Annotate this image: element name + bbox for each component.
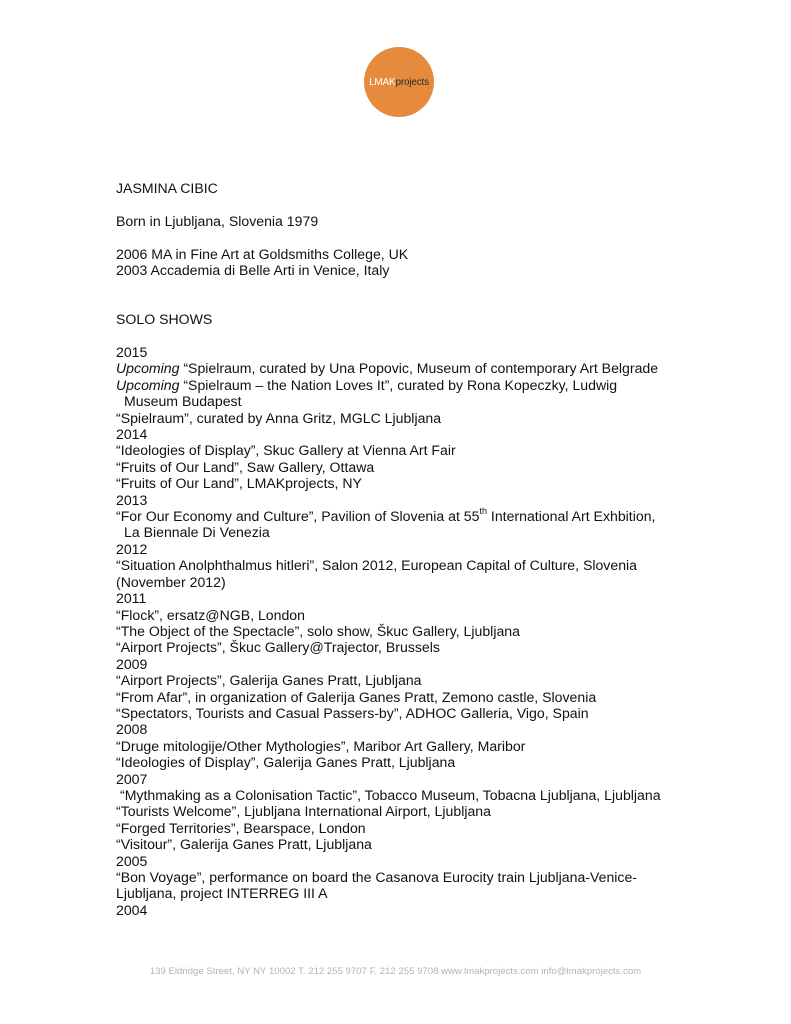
- exhibition-entry: “For Our Economy and Culture”, Pavilion of Slovenia at 55th International Art Exhbition,: [116, 506, 656, 525]
- exhibition-entry: Upcoming “Spielraum, curated by Una Popovic, Museum of contemporary Art Belgrade: [116, 360, 659, 377]
- exhibition-entry: Upcoming “Spielraum – the Nation Loves It”, curated by Rona Kopeczky, Ludwig: [116, 376, 618, 393]
- upcoming-tag: Upcoming: [116, 376, 180, 393]
- exhibition-entry: “Ideologies of Display”, Galerija Ganes Pratt, Ljubljana: [116, 754, 456, 771]
- artist-name: JASMINA CIBIC: [116, 180, 218, 196]
- exhibition-entry: “Spielraum”, curated by Anna Gritz, MGLC Ljubljana: [116, 409, 442, 426]
- exhibition-entry: “Situation Anolphthalmus hitleri”, Salon 2012, European Capital of Culture, Slovenia: [116, 557, 638, 574]
- exhibition-entry: “The Object of the Spectacle”, solo show, Škuc Gallery, Ljubljana: [116, 622, 520, 639]
- exhibition-entry: “Forged Territories”, Bearspace, London: [116, 819, 366, 836]
- education-item: 2006 MA in Fine Art at Goldsmiths College, UK: [116, 245, 409, 262]
- exhibition-entry-continuation: (November 2012): [116, 573, 226, 590]
- upcoming-tag: Upcoming: [116, 360, 180, 377]
- exhibition-entry: “Airport Projects”, Galerija Ganes Pratt, Ljubljana: [116, 672, 422, 689]
- year-heading: 2011: [116, 590, 147, 607]
- birth-info: Born in Ljubljana, Slovenia 1979: [116, 212, 319, 229]
- year-heading: 2015: [116, 344, 148, 360]
- exhibition-entry: “Fruits of Our Land”, LMAKprojects, NY: [116, 475, 362, 492]
- exhibition-entry: “Fruits of Our Land”, Saw Gallery, Ottawa: [116, 458, 375, 475]
- exhibition-entry: “Bon Voyage”, performance on board the Casanova Eurocity train Ljubljana-Venice-: [116, 869, 637, 885]
- exhibition-entry-continuation: Ljubljana, project INTERREG III A: [116, 885, 328, 902]
- exhibition-entry: “Ideologies of Display”, Skuc Gallery at Vienna Art Fair: [116, 442, 456, 459]
- exhibition-entry: “Tourists Welcome”, Ljubljana International Airport, Ljubljana: [116, 803, 491, 820]
- exhibition-entry: “Visitour”, Galerija Ganes Pratt, Ljubljana: [116, 836, 372, 853]
- year-heading: 2013: [116, 491, 148, 508]
- year-heading: 2005: [116, 852, 148, 869]
- year-heading: 2004: [116, 901, 148, 918]
- lmak-logo: [364, 47, 434, 117]
- exhibition-entry: “Spectators, Tourists and Casual Passers-by”, ADHOC Galleria, Vigo, Spain: [116, 704, 589, 721]
- year-heading: 2012: [116, 540, 148, 557]
- education-item: 2003 Accademia di Belle Arti in Venice, Italy: [116, 262, 390, 278]
- exhibition-entry: “Mythmaking as a Colonisation Tactic”, Tobacco Museum, Tobacna Ljubljana, Ljubljana: [120, 786, 661, 803]
- exhibition-entry: “From Afar”, in organization of Galerija Ganes Pratt, Zemono castle, Slovenia: [116, 688, 597, 705]
- year-heading: 2007: [116, 770, 148, 787]
- exhibition-entry: “Airport Projects”, Škuc Gallery@Trajector, Brussels: [116, 639, 440, 656]
- footer-contact: 139 Eldridge Street, NY NY 10002 T. 212 255 9707 F. 212 255 9708 www.lmakprojects.com info@lmakprojects.com: [149, 966, 642, 977]
- exhibition-entry-continuation: Museum Budapest: [124, 393, 242, 410]
- exhibition-entry: “Flock”, ersatz@NGB, London: [116, 606, 305, 623]
- year-heading: 2009: [116, 655, 148, 672]
- section-title: SOLO SHOWS: [116, 311, 213, 328]
- exhibition-entry: “Druge mitologije/Other Mythologies”, Maribor Art Gallery, Maribor: [116, 737, 526, 754]
- exhibition-entry-continuation: La Biennale Di Venezia: [124, 524, 270, 541]
- logo-text-lmak: LMAK: [369, 76, 396, 88]
- year-heading: 2008: [116, 721, 148, 738]
- cv-document: [116, 180, 686, 918]
- logo-text-projects: projects: [395, 76, 429, 88]
- year-heading: 2014: [116, 426, 148, 443]
